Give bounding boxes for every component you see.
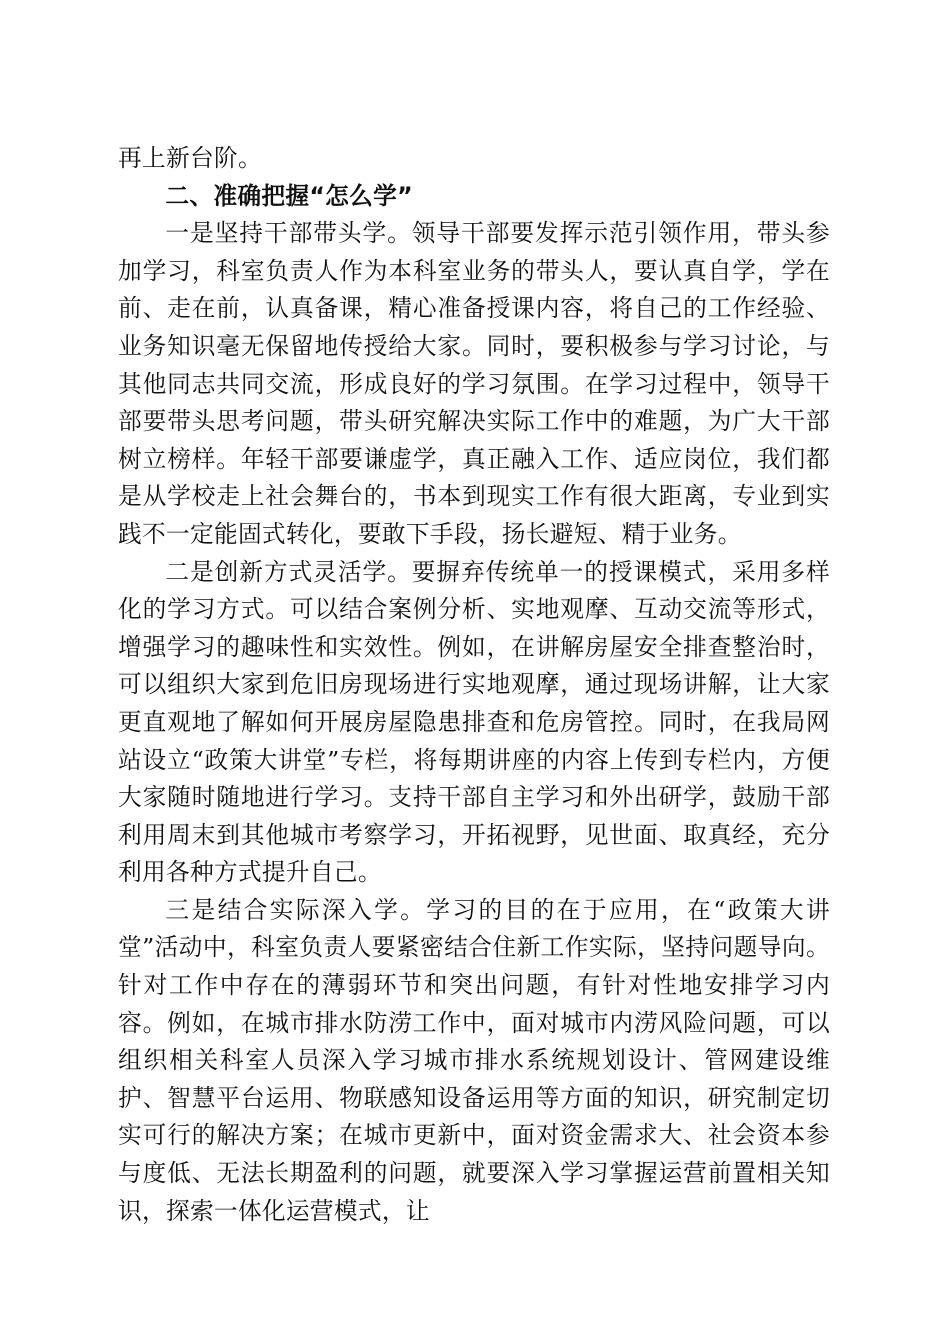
- paragraph-cadre-lead: 一是坚持干部带头学。领导干部要发挥示范引领作用，带头参加学习，科室负责人作为本科室业务的带头人，要认真自学，学在前、走在前，认真备课，精心准备授课内容，将自己的工作经验、业务知识毫无保留地传授给大家。同时，要积极参与学习讨论，与其他同志共同交流，形成良好的学习氛围。在学习过程中，领导干部要带头思考问题，带头研究解决实际工作中的难题，为广大干部树立榜样。年轻干部要谦虚学，真正融入工作、适应岗位，我们都是从学校走上社会舞台的，书本到现实工作有很大距离，专业到实践不一定能固式转化，要敢下手段，扬长避短、精于业务。: [118, 219, 830, 548]
- section-heading: 二、准确把握“怎么学”: [165, 181, 414, 210]
- paragraph-flexible-methods: 二是创新方式灵活学。要摒弃传统单一的授课模式，采用多样化的学习方式。可以结合案例分析、实地观摩、互动交流等形式，增强学习的趣味性和实效性。例如，在讲解房屋安全排查整治时，可以组织大家到危旧房现场进行实地观摩，通过现场讲解，让大家更直观地了解如何开展房屋隐患排查和危房管控。同时，在我局网站设立“政策大讲堂”专栏，将每期讲座的内容上传到专栏内，方便大家随时随地进行学习。支持干部自主学习和外出研学，鼓励干部利用周末到其他城市考察学习，开拓视野，见世面、取真经，充分利用各种方式提升自己。: [118, 557, 830, 887]
- document-body: [118, 140, 830, 1230]
- continuation-text: 再上新台阶。: [118, 144, 262, 172]
- paragraph-practical-study: 三是结合实际深入学。学习的目的在于应用，在“政策大讲堂”活动中，科室负责人要紧密结合住新工作实际，坚持问题导向。针对工作中存在的薄弱环节和突出问题，有针对性地安排学习内容。例如，在城市排水防涝工作中，面对城市内涝风险问题，可以组织相关科室人员深入学习城市排水系统规划设计、管网建设维护、智慧平台运用、物联感知设备运用等方面的知识，研究制定切实可行的解决方案；在城市更新中，面对资金需求大、社会资本参与度低、无法长期盈利的问题，就要深入学习掌握运营前置相关知识，探索一体化运营模式，让: [118, 895, 830, 1225]
